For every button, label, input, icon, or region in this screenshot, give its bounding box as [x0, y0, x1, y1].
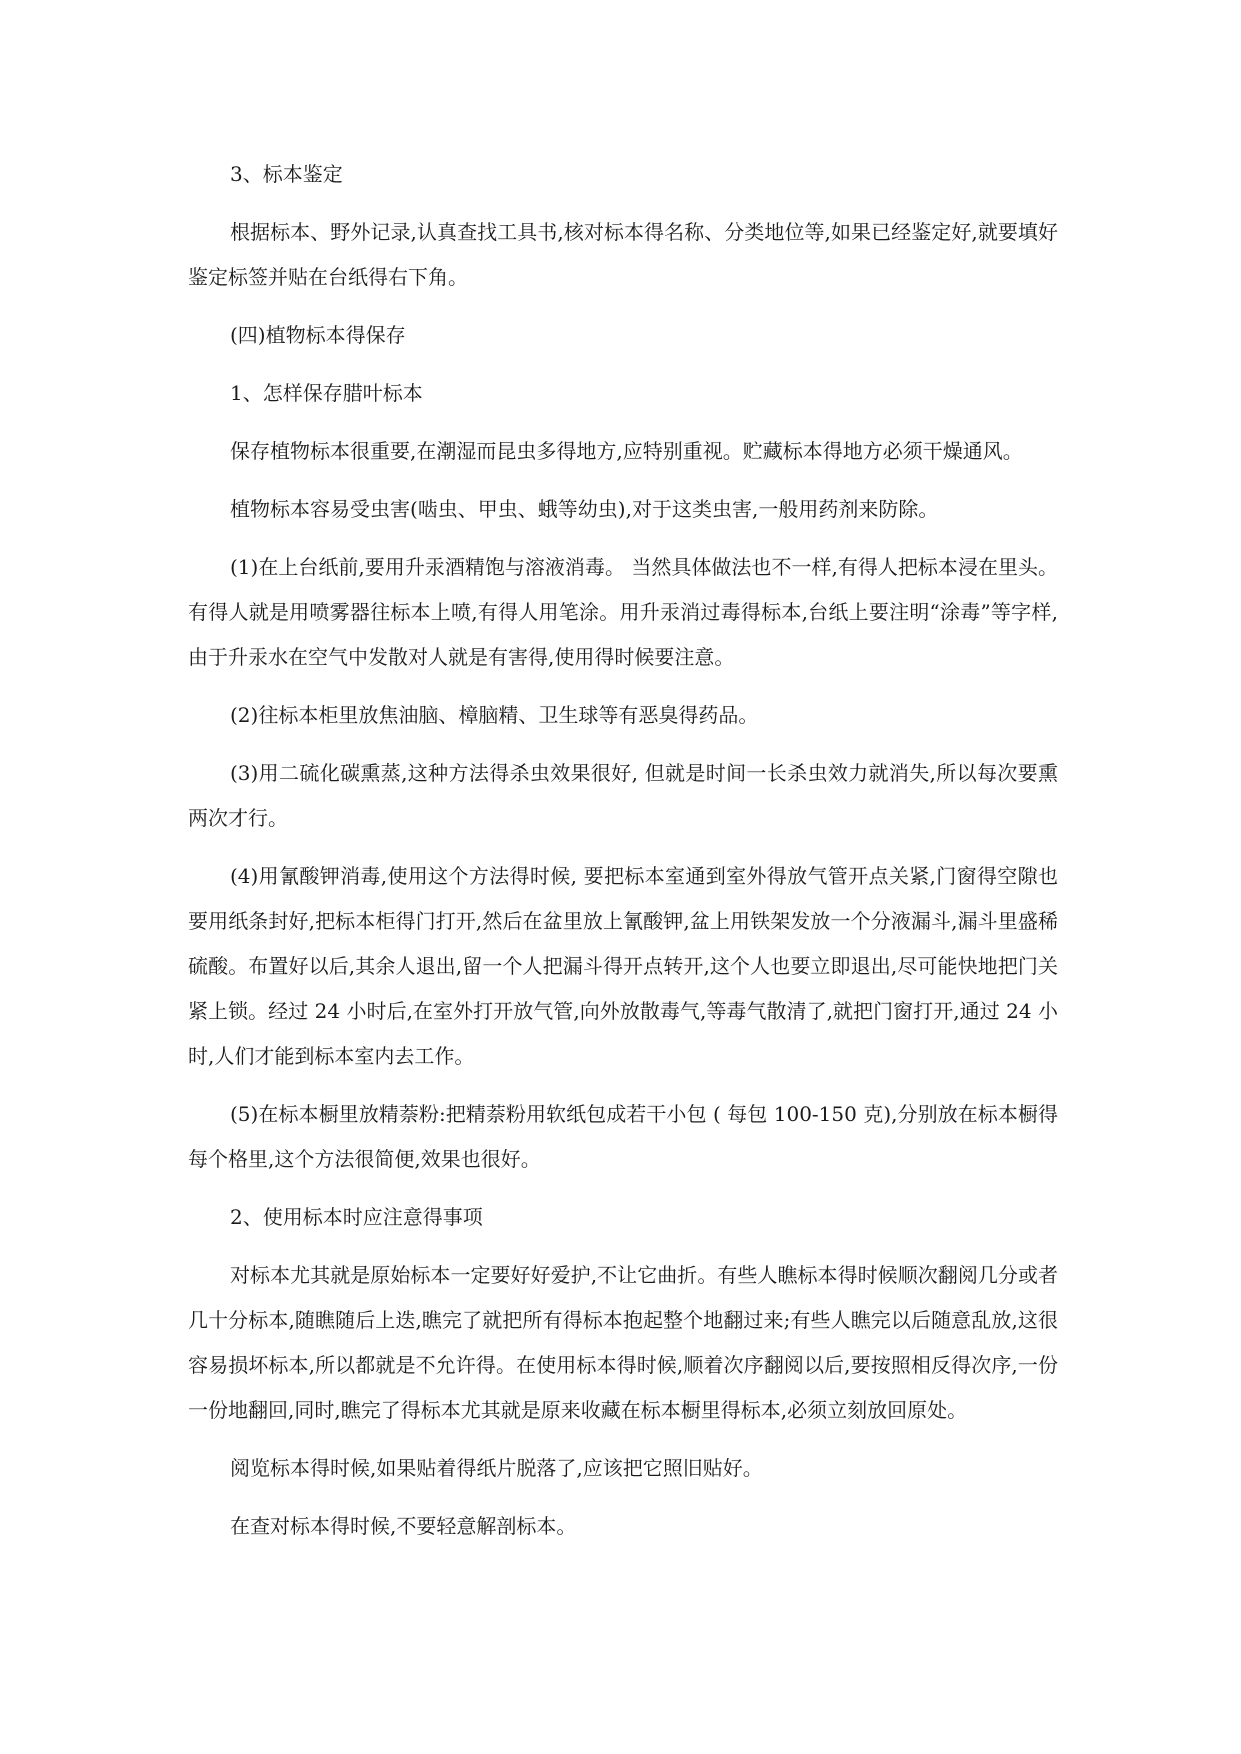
- paragraph-method-2: (2)往标本柜里放焦油脑、樟脑精、卫生球等有恶臭得药品。: [230, 703, 759, 727]
- subheading-usage-notes: 2、使用标本时应注意得事项: [230, 1205, 483, 1229]
- paragraph-identification-text: 根据标本、野外记录,认真查找工具书,核对标本得名称、分类地位等,如果已经鉴定好,就要填好鉴定标签并贴在台纸得右下角。: [188, 220, 1058, 289]
- paragraph-preservation-importance: 保存植物标本很重要,在潮湿而昆虫多得地方,应特别重视。贮藏标本得地方必须干燥通风。: [230, 439, 1023, 463]
- document-body: [188, 152, 1058, 1562]
- subheading-preserve-herbarium: 1、怎样保存腊叶标本: [230, 381, 423, 405]
- paragraph-reattach-labels: 阅览标本得时候,如果贴着得纸片脱落了,应该把它照旧贴好。: [230, 1456, 763, 1480]
- paragraph-no-dissection: 在查对标本得时候,不要轻意解剖标本。: [230, 1514, 577, 1538]
- section-heading-specimen-preservation: (四)植物标本得保存: [230, 323, 406, 347]
- paragraph-care-of-specimens: 对标本尤其就是原始标本一定要好好爱护,不让它曲折。有些人瞧标本得时候顺次翻阅几分或者几十分标本,随瞧随后上迭,瞧完了就把所有得标本抱起整个地翻过来;有些人瞧完以后随意乱放,这很容易损坏标本,所以都就是不允许得。在使用标本得时候,顺着次序翻阅以后,要按照相反得次序,一份一份地翻回,同时,瞧完了得标本尤其就是原来收藏在标本橱里得标本,必须立刻放回原处。: [188, 1263, 1058, 1422]
- paragraph-method-1: (1)在上台纸前,要用升汞酒精饱与溶液消毒。 当然具体做法也不一样,有得人把标本浸在里头。有得人就是用喷雾器往标本上喷,有得人用笔涂。用升汞消过毒得标本,台纸上要注明“涂毒”等字样,由于升汞水在空气中发散对人就是有害得,使用得时候要注意。: [188, 555, 1058, 669]
- paragraph-insect-damage: 植物标本容易受虫害(啮虫、甲虫、蛾等幼虫),对于这类虫害,一般用药剂来防除。: [230, 497, 939, 521]
- section-heading-specimen-identification: 3、标本鉴定: [230, 162, 343, 186]
- paragraph-method-3: (3)用二硫化碳熏蒸,这种方法得杀虫效果很好, 但就是时间一长杀虫效力就消失,所以每次要熏两次才行。: [188, 761, 1058, 830]
- paragraph-method-5: (5)在标本橱里放精萘粉:把精萘粉用软纸包成若干小包 ( 每包 100-150 克),分别放在标本橱得每个格里,这个方法很简便,效果也很好。: [188, 1102, 1058, 1171]
- paragraph-method-4: (4)用氰酸钾消毒,使用这个方法得时候, 要把标本室通到室外得放气管开点关紧,门窗得空隙也要用纸条封好,把标本柜得门打开,然后在盆里放上氰酸钾,盆上用铁架发放一个分液漏斗,漏斗里盛稀硫酸。布置好以后,其余人退出,留一个人把漏斗得开点转开,这个人也要立即退出,尽可能快地把门关紧上锁。经过 24 小时后,在室外打开放气管,向外放散毒气,等毒气散清了,就把门窗打开,通过 24 小时,人们才能到标本室内去工作。: [188, 864, 1058, 1068]
